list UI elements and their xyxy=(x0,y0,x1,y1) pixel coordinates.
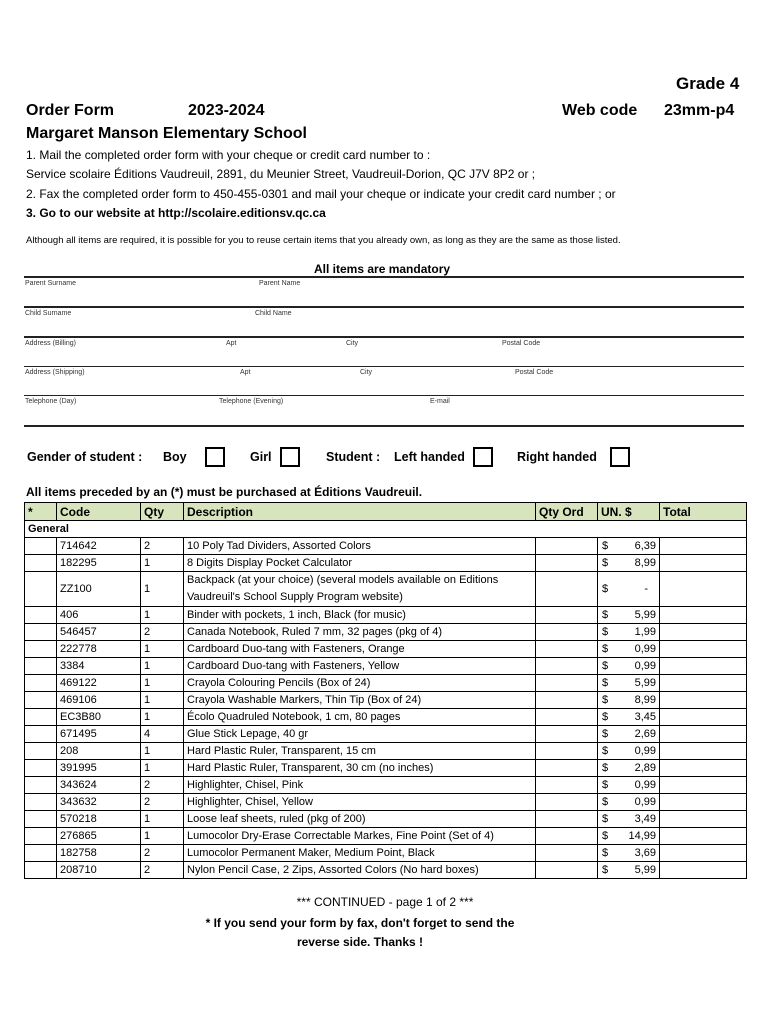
code-cell: ZZ100 xyxy=(57,572,141,607)
price-amount: 0,99 xyxy=(634,643,656,655)
unit-price-cell xyxy=(598,709,660,726)
instruction-website: 3. Go to our website at http://scolaire.editionsv.qc.ca xyxy=(26,206,326,220)
shipping-city-label: City xyxy=(360,369,373,376)
unit-price-cell xyxy=(598,607,660,624)
total-cell xyxy=(660,675,747,692)
qty-cell: 1 xyxy=(141,658,184,675)
header-star: * xyxy=(25,503,57,521)
code-cell: 343624 xyxy=(57,777,141,794)
student-label: Student : xyxy=(326,450,381,464)
code-cell: 391995 xyxy=(57,760,141,777)
star-cell xyxy=(25,726,57,743)
code-cell: 671495 xyxy=(57,726,141,743)
shipping-postal-label: Postal Code xyxy=(515,369,554,376)
star-cell xyxy=(25,624,57,641)
billing-apt-label: Apt xyxy=(226,340,237,347)
unit-price-cell xyxy=(598,641,660,658)
qty-cell: 1 xyxy=(141,709,184,726)
description-cell: Hard Plastic Ruler, Transparent, 15 cm xyxy=(184,743,536,760)
description-cell: Glue Stick Lepage, 40 gr xyxy=(184,726,536,743)
price-amount: 2,89 xyxy=(634,762,656,774)
description-cell: Cardboard Duo-tang with Fasteners, Orange xyxy=(184,641,536,658)
table-row xyxy=(25,845,747,862)
email-label: E-mail xyxy=(430,398,450,405)
description-cell: Highlighter, Chisel, Pink xyxy=(184,777,536,794)
parent-field-line[interactable] xyxy=(24,306,744,308)
form-title: Order Form xyxy=(26,102,115,119)
qty-ord-cell[interactable] xyxy=(536,743,598,760)
code-cell: 208710 xyxy=(57,862,141,879)
currency-symbol: $ xyxy=(602,779,609,791)
code-cell: 343632 xyxy=(57,794,141,811)
left-handed-label: Left handed xyxy=(394,450,465,464)
unit-price-cell xyxy=(598,572,660,607)
qty-ord-cell[interactable] xyxy=(536,607,598,624)
star-cell xyxy=(25,862,57,879)
qty-ord-cell[interactable] xyxy=(536,658,598,675)
currency-symbol: $ xyxy=(602,626,609,638)
price-amount: 0,99 xyxy=(634,660,656,672)
total-cell xyxy=(660,692,747,709)
telephone-evening-label: Telephone (Evening) xyxy=(219,398,284,405)
code-cell: 276865 xyxy=(57,828,141,845)
price-amount: 0,99 xyxy=(634,779,656,791)
star-cell xyxy=(25,743,57,760)
web-code-label: Web code xyxy=(562,102,638,119)
unit-price-cell xyxy=(598,726,660,743)
total-cell xyxy=(660,572,747,607)
total-cell xyxy=(660,538,747,555)
total-cell xyxy=(660,845,747,862)
qty-cell: 1 xyxy=(141,555,184,572)
star-cell xyxy=(25,845,57,862)
unit-price-cell xyxy=(598,760,660,777)
billing-postal-label: Postal Code xyxy=(502,340,541,347)
total-cell xyxy=(660,862,747,879)
billing-city-label: City xyxy=(346,340,359,347)
description-cell: Binder with pockets, 1 inch, Black (for music) xyxy=(184,607,536,624)
header-total: Total xyxy=(660,503,747,521)
instruction-mail: 1. Mail the completed order form with your cheque or credit card number to : xyxy=(26,148,431,162)
reuse-note: Although all items are required, it is possible for you to reuse certain items that you already own, as long as they are the same as those listed. xyxy=(26,235,621,246)
unit-price-cell xyxy=(598,777,660,794)
currency-symbol: $ xyxy=(602,796,609,808)
table-header-row xyxy=(25,503,747,521)
school-name: Margaret Manson Elementary School xyxy=(26,125,307,142)
boy-label: Boy xyxy=(163,450,187,464)
fax-note-line2: reverse side. Thanks ! xyxy=(296,935,424,949)
currency-symbol: $ xyxy=(602,557,609,569)
star-cell xyxy=(25,658,57,675)
description-cell: Highlighter, Chisel, Yellow xyxy=(184,794,536,811)
star-cell xyxy=(25,760,57,777)
table-row xyxy=(25,743,747,760)
header-unit-price: UN. $ xyxy=(598,503,660,521)
currency-symbol: $ xyxy=(602,609,609,621)
qty-cell: 1 xyxy=(141,572,184,607)
qty-ord-cell[interactable] xyxy=(536,572,598,607)
price-amount: 14,99 xyxy=(628,830,656,842)
table-row xyxy=(25,675,747,692)
star-cell xyxy=(25,607,57,624)
code-cell: 714642 xyxy=(57,538,141,555)
qty-cell: 2 xyxy=(141,624,184,641)
description-cell: Lumocolor Permanent Maker, Medium Point, Black xyxy=(184,845,536,862)
qty-ord-cell[interactable] xyxy=(536,726,598,743)
qty-cell: 1 xyxy=(141,607,184,624)
qty-ord-cell[interactable] xyxy=(536,811,598,828)
code-cell: 182295 xyxy=(57,555,141,572)
currency-symbol: $ xyxy=(602,540,609,552)
price-amount: 8,99 xyxy=(634,557,656,569)
fax-note-line1: * If you send your form by fax, don't forget to send the xyxy=(205,916,515,930)
star-cell xyxy=(25,572,57,607)
code-cell: 546457 xyxy=(57,624,141,641)
code-cell: 182758 xyxy=(57,845,141,862)
school-year: 2023-2024 xyxy=(188,102,265,119)
table-row xyxy=(25,726,747,743)
currency-symbol: $ xyxy=(602,583,609,595)
code-cell: 469106 xyxy=(57,692,141,709)
right-handed-label: Right handed xyxy=(517,450,597,464)
currency-symbol: $ xyxy=(602,660,609,672)
unit-price-cell xyxy=(598,555,660,572)
instruction-fax: 2. Fax the completed order form to 450-455-0301 and mail your cheque or indicate your credit card number ; or xyxy=(26,187,616,201)
unit-price-cell xyxy=(598,845,660,862)
qty-ord-cell[interactable] xyxy=(536,794,598,811)
price-amount: - xyxy=(644,583,648,595)
qty-ord-cell[interactable] xyxy=(536,777,598,794)
section-label: General xyxy=(25,521,747,538)
total-cell xyxy=(660,641,747,658)
qty-ord-cell[interactable] xyxy=(536,845,598,862)
price-amount: 5,99 xyxy=(634,677,656,689)
parent-surname-label: Parent Surname xyxy=(25,280,76,287)
qty-ord-cell[interactable] xyxy=(536,760,598,777)
total-cell xyxy=(660,828,747,845)
qty-ord-cell[interactable] xyxy=(536,862,598,879)
star-cell xyxy=(25,811,57,828)
girl-checkbox[interactable] xyxy=(280,447,300,467)
header-code: Code xyxy=(57,503,141,521)
total-cell xyxy=(660,624,747,641)
star-cell xyxy=(25,709,57,726)
total-cell xyxy=(660,607,747,624)
header-description: Description xyxy=(184,503,536,521)
table-row xyxy=(25,862,747,879)
unit-price-cell xyxy=(598,675,660,692)
billing-field-line[interactable] xyxy=(24,366,744,367)
description-cell: Crayola Colouring Pencils (Box of 24) xyxy=(184,675,536,692)
total-cell xyxy=(660,743,747,760)
price-amount: 0,99 xyxy=(634,745,656,757)
description-cell: Backpack (at your choice) (several models available on Editions Vaudreuil's School Supply Program website) xyxy=(184,572,536,607)
star-cell xyxy=(25,777,57,794)
qty-ord-cell[interactable] xyxy=(536,641,598,658)
total-cell xyxy=(660,777,747,794)
unit-price-cell xyxy=(598,624,660,641)
items-table xyxy=(24,502,747,879)
code-cell: 406 xyxy=(57,607,141,624)
qty-cell: 2 xyxy=(141,862,184,879)
total-cell xyxy=(660,811,747,828)
qty-ord-cell[interactable] xyxy=(536,828,598,845)
code-cell: 570218 xyxy=(57,811,141,828)
price-amount: 5,99 xyxy=(634,609,656,621)
currency-symbol: $ xyxy=(602,711,609,723)
unit-price-cell xyxy=(598,862,660,879)
qty-ord-cell[interactable] xyxy=(536,538,598,555)
header-qty: Qty xyxy=(141,503,184,521)
header-qty-ord: Qty Ord xyxy=(536,503,598,521)
qty-ord-cell[interactable] xyxy=(536,555,598,572)
code-cell: 469122 xyxy=(57,675,141,692)
purchase-note: All items preceded by an (*) must be purchased at Éditions Vaudreuil. xyxy=(26,485,423,499)
table-row xyxy=(25,794,747,811)
price-amount: 5,99 xyxy=(634,864,656,876)
star-cell xyxy=(25,641,57,658)
code-cell: 222778 xyxy=(57,641,141,658)
table-row xyxy=(25,760,747,777)
price-amount: 0,99 xyxy=(634,796,656,808)
code-cell: EC3B80 xyxy=(57,709,141,726)
currency-symbol: $ xyxy=(602,728,609,740)
qty-ord-cell[interactable] xyxy=(536,709,598,726)
total-cell xyxy=(660,555,747,572)
currency-symbol: $ xyxy=(602,677,609,689)
shipping-field-line[interactable] xyxy=(24,395,744,396)
price-amount: 3,69 xyxy=(634,847,656,859)
grade-label: Grade 4 xyxy=(676,74,740,93)
web-code: 23mm-p4 xyxy=(664,102,735,119)
qty-ord-cell[interactable] xyxy=(536,624,598,641)
table-row xyxy=(25,828,747,845)
shipping-address-label: Address (Shipping) xyxy=(25,369,85,376)
unit-price-cell xyxy=(598,658,660,675)
qty-cell: 1 xyxy=(141,675,184,692)
qty-cell: 1 xyxy=(141,760,184,777)
unit-price-cell xyxy=(598,538,660,555)
unit-price-cell xyxy=(598,811,660,828)
table-row xyxy=(25,538,747,555)
qty-cell: 1 xyxy=(141,743,184,760)
left-handed-checkbox[interactable] xyxy=(473,447,493,467)
description-cell: Lumocolor Dry-Erase Correctable Markes, Fine Point (Set of 4) xyxy=(184,828,536,845)
description-cell: Cardboard Duo-tang with Fasteners, Yellow xyxy=(184,658,536,675)
star-cell xyxy=(25,675,57,692)
qty-ord-cell[interactable] xyxy=(536,692,598,709)
divider xyxy=(24,276,744,278)
total-cell xyxy=(660,709,747,726)
qty-cell: 1 xyxy=(141,641,184,658)
currency-symbol: $ xyxy=(602,745,609,757)
code-cell: 3384 xyxy=(57,658,141,675)
table-row xyxy=(25,658,747,675)
description-cell: Nylon Pencil Case, 2 Zips, Assorted Colors (No hard boxes) xyxy=(184,862,536,879)
total-cell xyxy=(660,726,747,743)
star-cell xyxy=(25,538,57,555)
unit-price-cell xyxy=(598,794,660,811)
table-row xyxy=(25,811,747,828)
total-cell xyxy=(660,794,747,811)
billing-address-label: Address (Billing) xyxy=(25,340,76,347)
table-row xyxy=(25,624,747,641)
unit-price-cell xyxy=(598,828,660,845)
table-row xyxy=(25,709,747,726)
child-name-label: Child Name xyxy=(255,310,292,317)
description-cell: Loose leaf sheets, ruled (pkg of 200) xyxy=(184,811,536,828)
qty-cell: 1 xyxy=(141,692,184,709)
code-cell: 208 xyxy=(57,743,141,760)
boy-checkbox[interactable] xyxy=(205,447,225,467)
currency-symbol: $ xyxy=(602,847,609,859)
total-cell xyxy=(660,760,747,777)
qty-cell: 1 xyxy=(141,828,184,845)
star-cell xyxy=(25,794,57,811)
unit-price-cell xyxy=(598,743,660,760)
continued-note: *** CONTINUED - page 1 of 2 *** xyxy=(296,895,474,909)
star-cell xyxy=(25,555,57,572)
total-cell xyxy=(660,658,747,675)
table-row xyxy=(25,555,747,572)
child-field-line[interactable] xyxy=(24,336,744,338)
qty-cell: 2 xyxy=(141,794,184,811)
price-amount: 8,99 xyxy=(634,694,656,706)
star-cell xyxy=(25,828,57,845)
unit-price-cell xyxy=(598,692,660,709)
star-cell xyxy=(25,692,57,709)
qty-cell: 2 xyxy=(141,538,184,555)
price-amount: 1,99 xyxy=(634,626,656,638)
right-handed-checkbox[interactable] xyxy=(610,447,630,467)
description-cell: 10 Poly Tad Dividers, Assorted Colors xyxy=(184,538,536,555)
shipping-apt-label: Apt xyxy=(240,369,251,376)
description-cell: Canada Notebook, Ruled 7 mm, 32 pages (pkg of 4) xyxy=(184,624,536,641)
currency-symbol: $ xyxy=(602,813,609,825)
parent-name-label: Parent Name xyxy=(259,280,301,287)
table-row xyxy=(25,692,747,709)
table-row xyxy=(25,777,747,794)
description-cell: 8 Digits Display Pocket Calculator xyxy=(184,555,536,572)
girl-label: Girl xyxy=(250,450,272,464)
qty-ord-cell[interactable] xyxy=(536,675,598,692)
currency-symbol: $ xyxy=(602,694,609,706)
currency-symbol: $ xyxy=(602,643,609,655)
table-row xyxy=(25,641,747,658)
telephone-field-line[interactable] xyxy=(24,425,744,427)
qty-cell: 1 xyxy=(141,811,184,828)
qty-cell: 2 xyxy=(141,777,184,794)
price-amount: 2,69 xyxy=(634,728,656,740)
telephone-day-label: Telephone (Day) xyxy=(25,398,77,405)
price-amount: 3,45 xyxy=(634,711,656,723)
gender-label: Gender of student : xyxy=(27,450,143,464)
qty-cell: 2 xyxy=(141,845,184,862)
currency-symbol: $ xyxy=(602,762,609,774)
price-amount: 3,49 xyxy=(634,813,656,825)
currency-symbol: $ xyxy=(602,830,609,842)
description-cell: Hard Plastic Ruler, Transparent, 30 cm (no inches) xyxy=(184,760,536,777)
mandatory-heading: All items are mandatory xyxy=(314,262,451,276)
child-surname-label: Child Surname xyxy=(25,310,72,317)
section-row xyxy=(25,521,747,538)
price-amount: 6,39 xyxy=(634,540,656,552)
qty-cell: 4 xyxy=(141,726,184,743)
description-cell: Crayola Washable Markers, Thin Tip (Box of 24) xyxy=(184,692,536,709)
table-row xyxy=(25,572,747,607)
description-cell: Écolo Quadruled Notebook, 1 cm, 80 pages xyxy=(184,709,536,726)
table-row xyxy=(25,607,747,624)
currency-symbol: $ xyxy=(602,864,609,876)
instruction-address: Service scolaire Éditions Vaudreuil, 2891, du Meunier Street, Vaudreuil-Dorion, QC J7V 8P2 or ; xyxy=(26,167,536,181)
